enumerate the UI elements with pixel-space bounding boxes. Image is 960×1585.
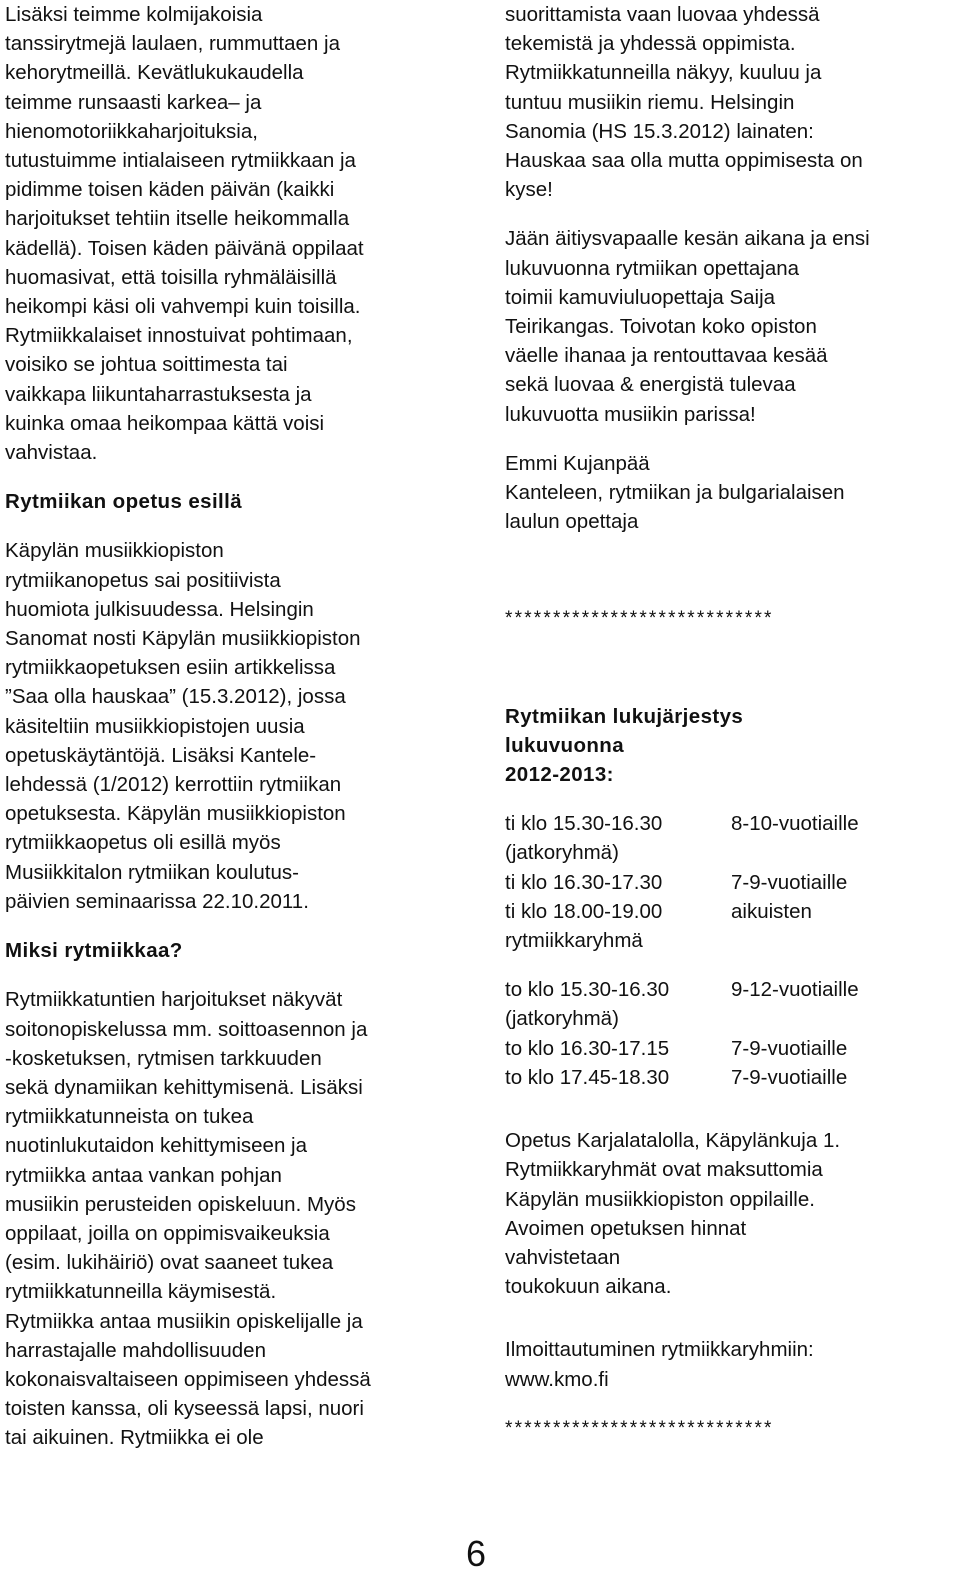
text-line: Lisäksi teimme kolmijakoisia — [5, 3, 263, 26]
schedule-age: aikuisten — [731, 899, 812, 923]
text-line: Rytmiikkatuntien harjoitukset näkyvät — [5, 988, 343, 1012]
text-line: harrastajalle mahdollisuuden — [5, 1338, 266, 1362]
schedule-row — [505, 926, 955, 955]
text-line: rytmiikkaopetus oli esillä myös — [5, 831, 281, 855]
schedule-time: ti klo 15.30-16.30 — [505, 812, 663, 836]
text-line: Hauskaa saa olla mutta oppimisesta on — [505, 149, 863, 173]
text-line: tuntuu musiikin riemu. Helsingin — [505, 90, 795, 114]
text-line: Käpylän musiikkiopiston — [5, 539, 224, 563]
text-line: Rytmiikka antaa musiikin opiskelijalle ja — [5, 1309, 363, 1333]
text-line: lukuvuotta musiikin parissa! — [505, 402, 756, 426]
left-column — [5, 0, 475, 1453]
text-line: huomiota julkisuudessa. Helsingin — [5, 597, 314, 621]
text-line: Sanomat nosti Käpylän musiikkiopiston — [5, 627, 361, 651]
schedule-time: to klo 17.45-18.30 — [505, 1065, 670, 1089]
text-line: käsiteltiin musiikkiopistojen uusia — [5, 714, 305, 738]
text-line: Sanomia (HS 15.3.2012) lainaten: — [505, 119, 814, 143]
text-line: Musiikkitalon rytmiikan koulutus- — [5, 860, 299, 884]
text-line: kokonaisvaltaiseen oppimiseen yhdessä — [5, 1367, 371, 1391]
signature-title: Kanteleen, rytmiikan ja bulgarialaisen — [505, 481, 845, 505]
schedule-time: to klo 16.30-17.15 — [505, 1036, 670, 1060]
text-line: huomasivat, että toisilla ryhmäläisillä — [5, 265, 337, 289]
right-paragraph-2 — [505, 224, 955, 428]
star-divider-top: **************************** — [505, 608, 774, 630]
text-line: sekä dynamiikan kehittymisenä. Lisäksi — [5, 1075, 363, 1099]
text-line: vahvistetaan — [505, 1245, 621, 1269]
text-line: rytmiikkaopetuksen esiin artikkelissa — [5, 656, 336, 680]
schedule-tuesday — [505, 809, 955, 955]
text-line: kyse! — [505, 178, 553, 202]
text-line: nuotinlukutaidon kehittymiseen ja — [5, 1134, 307, 1158]
text-line: Rytmiikkalaiset innostuivat pohtimaan, — [5, 324, 353, 348]
text-line: Opetus Karjalatalolla, Käpylänkuja 1. — [505, 1129, 841, 1153]
text-line: kuinka omaa heikompaa kättä voisi — [5, 411, 325, 435]
text-line: soitonopiskelussa mm. soittoasennon ja — [5, 1017, 368, 1041]
text-line: Avoimen opetuksen hinnat — [505, 1216, 747, 1240]
schedule-row — [505, 1004, 955, 1033]
left-paragraph-2 — [5, 536, 475, 916]
signature-block — [505, 449, 955, 537]
text-line: ”Saa olla hauskaa” (15.3.2012), jossa — [5, 685, 346, 709]
text-line: tutustuimme intialaiseen rytmiikkaan ja — [5, 149, 356, 173]
text-line: musiikin perusteiden opiskeluun. Myös — [5, 1192, 356, 1216]
schedule-heading-line: lukuvuonna — [505, 733, 625, 757]
text-line: (esim. lukihäiriö) ovat saaneet tukea — [5, 1251, 334, 1275]
text-line: kehorytmeillä. Kevätlukukaudella — [5, 61, 304, 85]
text-line: Rytmiikkaryhmät ovat maksuttomia — [505, 1158, 823, 1182]
schedule-row — [505, 1063, 955, 1092]
schedule-row — [505, 838, 955, 867]
text-line: -kosketuksen, rytmisen tarkkuuden — [5, 1046, 322, 1070]
schedule-heading-line: 2012-2013: — [505, 763, 614, 787]
text-line: Teirikangas. Toivotan koko opiston — [505, 315, 817, 339]
signup-label: Ilmoittautuminen rytmiikkaryhmiin: — [505, 1338, 814, 1362]
section-heading-why-rhythmics: Miksi rytmiikkaa? — [5, 939, 183, 963]
text-line: rytmiikka antaa vankan pohjan — [5, 1163, 282, 1187]
text-line: lukuvuonna rytmiikan opettajana — [505, 256, 800, 280]
text-line: väelle ihanaa ja rentouttavaa kesää — [505, 344, 828, 368]
text-line: Käpylän musiikkiopiston oppilaille. — [505, 1187, 815, 1211]
schedule-row — [505, 897, 955, 926]
text-line: harjoitukset tehtiin itselle heikommalla — [5, 207, 350, 231]
schedule-time: (jatkoryhmä) — [505, 1007, 619, 1031]
text-line: oppilaat, joilla on oppimisvaikeuksia — [5, 1221, 330, 1245]
schedule-row — [505, 1034, 955, 1063]
schedule-heading-line: Rytmiikan lukujärjestys — [505, 704, 744, 728]
section-heading-exposure: Rytmiikan opetus esillä — [5, 490, 243, 514]
text-line: Rytmiikkatunneilla näkyy, kuuluu ja — [505, 61, 822, 85]
text-line: teimme runsaasti karkea– ja — [5, 90, 262, 114]
text-line: sekä luovaa & energistä tulevaa — [505, 373, 796, 397]
schedule-row — [505, 809, 955, 838]
text-line: rytmiikkatunneista on tukea — [5, 1105, 254, 1129]
text-line: Jään äitiysvapaalle kesän aikana ja ensi — [505, 227, 870, 251]
text-line: tanssirytmejä laulaen, rummuttaen ja — [5, 32, 340, 56]
text-line: tai aikuinen. Rytmiikka ei ole — [5, 1426, 264, 1450]
text-line: suorittamista vaan luovaa yhdessä — [505, 3, 820, 26]
text-line: rytmiikanopetus sai positiivista — [5, 568, 281, 592]
schedule-age: 7-9-vuotiaille — [731, 1065, 848, 1089]
schedule-time: to klo 15.30-16.30 — [505, 978, 670, 1002]
text-line: toukokuun aikana. — [505, 1275, 672, 1299]
star-divider-bottom: **************************** — [505, 1417, 774, 1439]
text-line: toimii kamuviuluopettaja Saija — [505, 285, 776, 309]
schedule-time: rytmiikkaryhmä — [505, 929, 643, 953]
schedule-thursday — [505, 975, 955, 1092]
signup-block — [505, 1335, 955, 1393]
text-line: opetuskäytäntöjä. Lisäksi Kantele- — [5, 743, 317, 767]
schedule-heading — [505, 702, 955, 790]
schedule-time: (jatkoryhmä) — [505, 841, 619, 865]
schedule-age: 8-10-vuotiaille — [731, 812, 859, 836]
right-column — [505, 0, 955, 1443]
schedule-row — [505, 975, 955, 1004]
schedule-row — [505, 868, 955, 897]
text-line: toisten kanssa, oli kyseessä lapsi, nuori — [5, 1397, 364, 1421]
schedule-time: ti klo 18.00-19.00 — [505, 899, 663, 923]
schedule-age: 9-12-vuotiaille — [731, 978, 859, 1002]
text-line: opetuksesta. Käpylän musiikkiopiston — [5, 802, 346, 826]
page-number: 6 — [466, 1533, 487, 1574]
text-line: vahvistaa. — [5, 441, 98, 465]
text-line: heikompi käsi oli vahvempi kuin toisilla. — [5, 295, 361, 319]
info-paragraph — [505, 1126, 955, 1301]
right-paragraph-1 — [505, 0, 955, 204]
text-line: päivien seminaarissa 22.10.2011. — [5, 889, 309, 913]
signature-title: laulun opettaja — [505, 510, 639, 534]
signature-name: Emmi Kujanpää — [505, 451, 650, 475]
text-line: voisiko se johtua soittimesta tai — [5, 353, 288, 377]
left-paragraph-3 — [5, 985, 475, 1452]
text-line: kädellä). Toisen käden päivänä oppilaat — [5, 236, 364, 260]
schedule-time: ti klo 16.30-17.30 — [505, 870, 663, 894]
text-line: lehdessä (1/2012) kerrottiin rytmiikan — [5, 773, 342, 797]
left-paragraph-1 — [5, 0, 475, 467]
schedule-age: 7-9-vuotiaille — [731, 1036, 848, 1060]
text-line: tekemistä ja yhdessä oppimista. — [505, 32, 796, 56]
text-line: hienomotoriikkaharjoituksia, — [5, 119, 258, 143]
signup-url: www.kmo.fi — [505, 1367, 609, 1391]
text-line: rytmiikkatunneilla käymisestä. — [5, 1280, 277, 1304]
text-line: pidimme toisen käden päivän (kaikki — [5, 178, 335, 202]
schedule-age: 7-9-vuotiaille — [731, 870, 848, 894]
text-line: vaikkapa liikuntaharrastuksesta ja — [5, 382, 312, 406]
